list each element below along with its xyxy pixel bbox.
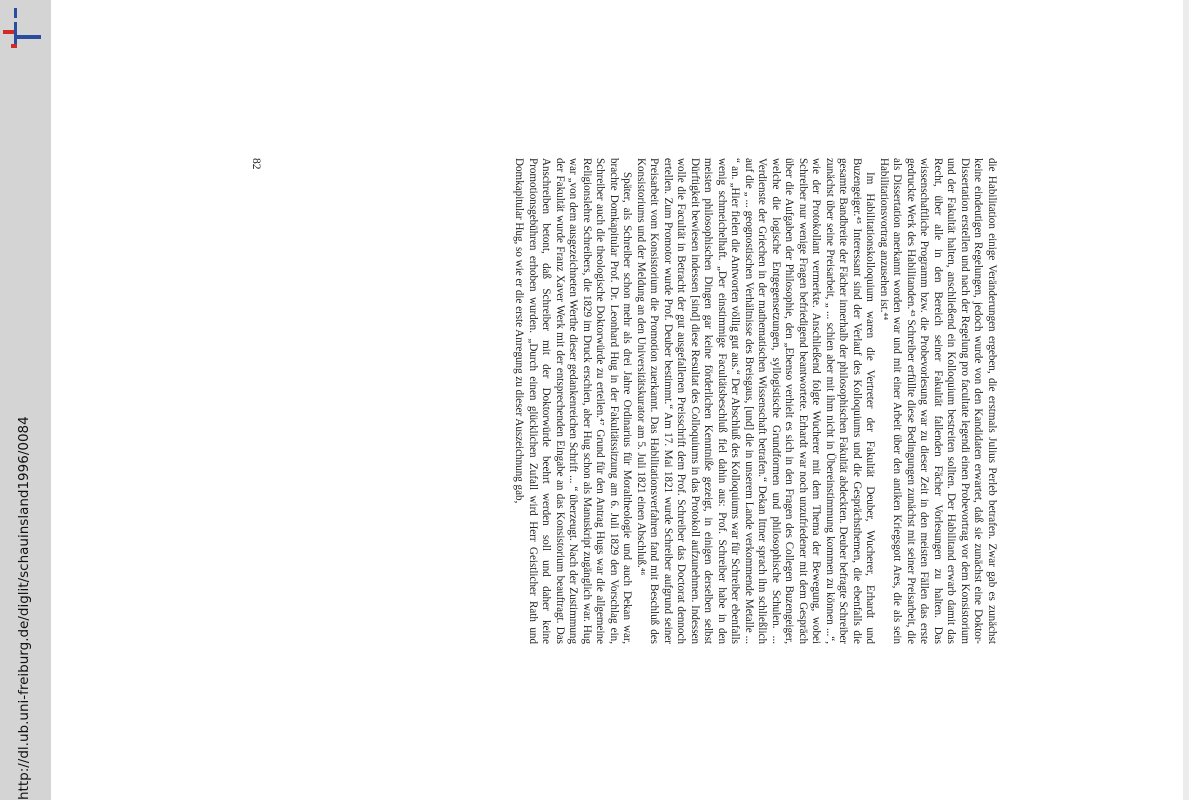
page-edge [1183, 0, 1189, 800]
paragraph: Im Habilitationskolloquium waren die Vertreter der Fakultät Deuber, Wucherer, Erhardt und Buzengeiger.⁴⁵ Interessant sind der Verlauf des Kolloquiums und die Gesprächsthemen, die ebenfalls die gesamte Bandbreite der Fächer innerhalb der philosophischen Fakultät abdeckten. Deuber befragte Schreiber zunächst über seine Preisarbeit, „ ... schien aber mit ihm nicht in Übereinstimmung kommen zu können ...“, wie der Protokollant vermerkte. Anschließend folgte Wucherer mit dem Thema der Bewegung, wobei Schreiber nur wenige Fragen befriedigend beantwortete. Erhardt war noch unzufriedener mit dem Gespräch über die Aufgaben der Philosophie, den „Ebenso verhielt es sich in den Fragen des Collegen Buzengeiger, welche die logische Entgegensetzungen, syllogistische Grundformen und philosophische Schulen. ... Verdienste der Griechen in der mathematischen Wissenschaft betrafen.“ Dekan Ittner sprach ihn schließlich auf die „ ... geognostischen Verhältnisse des Breisgaus, [und] die in unserem Lande verkommende Metalle ... “ an. „Hier fielen die Antworten völlig gut aus.“ Der Abschluß des Kolloquiums war für Schreiber ebenfalls wenig schmeichelhaft. „Der einstimmige Facultätsbeschluß fiel dahin aus: Prof. Schreiber habe in den meisten philosophischen Dingen gar keine förderlichen Kenntniße gezeigt, in einigen derselben selbst Dürftigkeit bewiesen indessen [sind] diese Resultat des Colloquiums in das Protokoll aufzunehmen. Indessen wolle die Facultät in Betracht der gut ausgefallenen Preisschrift dem Prof. Schreiber das Doctorat dennoch ertellen. Zum Promotor wurde Prof. Deuber bestimmt.“ Am 17. Mai 1821 wurde Schreiber aufgrund seiner Preisarbeit vom Konsistorium die Promotion zuerkannt. Das Habilitationsverfahren fand mit Beschluß des Konsistoriums und der Meldung an den Universitätskurator am 5. Juli 1821 einen Abschluß.⁴⁶ [635, 158, 877, 644]
paragraph: Später, als Schreiber schon mehr als drei Jahre Ordinarius für Moraltheologie und auch Dekan war, brachte Domkapitular Prof. Dr. Leonhard Hug in der Fakultätssitzung am 6. Juli 1829 den Vorschlag ein, Schreiber auch die theologische Doktorwürde zu erteilen.⁴⁷ Grund für den Antrag Hugs war die allgemeine Religionslehre Schreibers, die 1829 im Druck erschien, aber Hug schon als Manuskript zugänglich war. Hug war „von dem ausgezeichneten Werthe dieser gedankenreichen Schrift ... “ überzeugt. Nach der Zustimmung der Fakultät wurde Franz Xaver Werk mit der entsprechenden Eingabe an das Konsistorium beauftragt. Das Anschreiben betont, daß Schreiber mit der Doktorwürde beehrt werden soll und daher keine Promotionsgebühren erhoben wurden. „Durch einen glücklichen Zufall wird Herr Geistlicher Rath und Domkapitular Hug, so wie er die erste Anregung zu dieser Auszeichnung gab, [513, 158, 634, 644]
source-url[interactable]: http://dl.ub.uni-freiburg.de/diglit/schauinsland1996/0084 [16, 416, 32, 800]
sidebar [0, 0, 51, 800]
paragraph: die Habilitation einige Veränderungen ergeben, die erstmals Julius Perleb betrafen. Zwar gab es zunächst keine eindeutigen Regelungen, jedoch wurde von den Kandidaten erwartet, daß sie zunächst eine Doktor-Dissertation erstellen und nach der Regelung pro facultate legendi einen Probevortrag vor dem Konsistorium und der Fakultät halten, anschließend ein Kolloquium bestreiten sollten. Der Habilitand erwarb damit das Recht, über alle in den Bereich seiner Fakultät fallenden Fächer Vorlesungen zu halten. Das wissenschaftliche Programm bzw. die Probevorlesung war zu dieser Zeit in den meisten Fällen das erste gedruckte Werk des Habilitanden.⁴³ Schreiber erfüllte diese Bedingungen zunächst mit seiner Preisarbeit, die als Dissertation anerkannt worden war und mit einer Arbeit über den antiken Kriegsgott Ares, die als sein Habilitationsvortrag anzusehen ist.⁴⁴ [878, 158, 998, 644]
page-text-block [258, 158, 998, 644]
page-number: 82 [250, 158, 262, 170]
ub-freiburg-logo-icon [0, 4, 44, 54]
